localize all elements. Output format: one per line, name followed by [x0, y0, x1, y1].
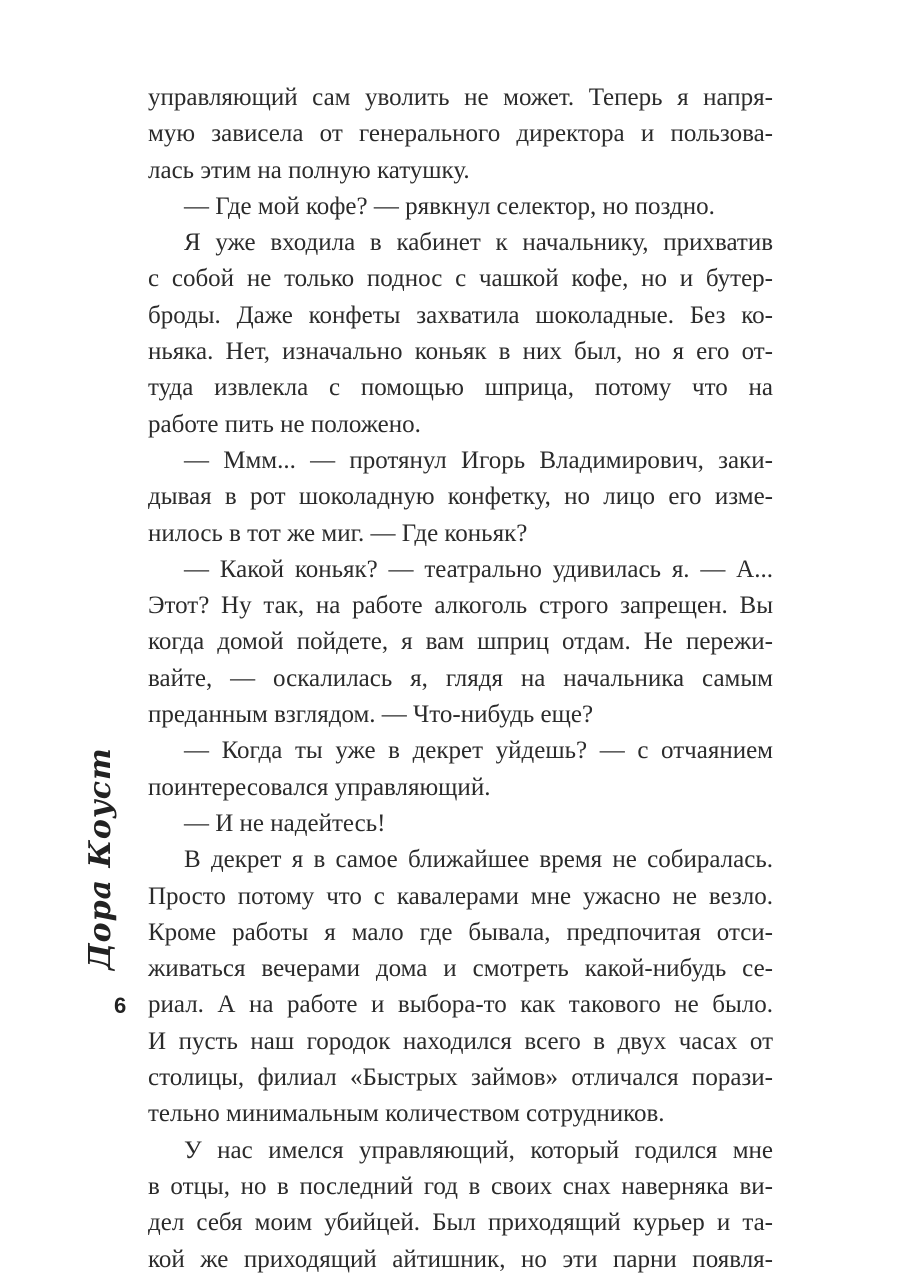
author-running-head: Дора Коуст	[83, 747, 118, 970]
text-line: дел себя моим убийцей. Был приходящий курьер и та-	[148, 1209, 773, 1237]
text-line: нилось в тот же миг. — Где коньяк?	[148, 519, 528, 547]
text-line: тельно минимальным количеством сотрудников.	[148, 1100, 665, 1128]
text-line: В декрет я в самое ближайшее время не собиралась.	[184, 846, 773, 874]
text-line: И пусть наш городок находился всего в двух часах от	[148, 1027, 773, 1055]
text-line: лась этим на полную катушку.	[148, 156, 470, 184]
page-body-text	[148, 80, 773, 1278]
text-line: преданным взглядом. — Что-нибудь еще?	[148, 701, 594, 729]
text-line: работе пить не положено.	[148, 410, 421, 438]
text-line: Кроме работы я мало где бывала, предпочитая отси-	[148, 918, 773, 946]
text-line: живаться вечерами дома и смотреть какой-нибудь се-	[148, 955, 773, 983]
text-line: У нас имелся управляющий, который годился мне	[184, 1136, 773, 1164]
text-line: туда извлекла с помощью шприца, потому что на	[148, 374, 773, 402]
text-line: — И не надейтесь!	[184, 809, 386, 837]
text-line: столицы, филиал «Быстрых займов» отличался порази-	[148, 1064, 773, 1092]
text-line: — Когда ты уже в декрет уйдешь? — с отчаянием	[184, 737, 773, 765]
text-line: — Где мой кофе? — рявкнул селектор, но поздно.	[184, 192, 715, 220]
text-line: управляющий сам уволить не может. Теперь я напря-	[148, 84, 773, 111]
text-line: ньяка. Нет, изначально коньяк в них был, но я его от-	[148, 338, 773, 366]
page-number: 6	[114, 993, 127, 1018]
text-line: риал. А на работе и выбора-то как такового не было.	[148, 991, 773, 1019]
text-line: Этот? Ну так, на работе алкоголь строго запрещен. Вы	[148, 592, 773, 620]
text-line: вайте, — оскалилась я, глядя на начальника самым	[148, 664, 773, 692]
text-line: мую зависела от генерального директора и пользова-	[148, 120, 773, 148]
text-line: — Ммм... — протянул Игорь Владимирович, заки-	[184, 446, 773, 474]
text-line: с собой не только поднос с чашкой кофе, но и бутер-	[148, 265, 773, 293]
text-line: Я уже входила в кабинет к начальнику, прихватив	[184, 229, 773, 257]
text-line: в отцы, но в последний год в своих снах наверняка ви-	[148, 1172, 773, 1200]
text-line: кой же приходящий айтишник, но эти парни появля-	[148, 1245, 773, 1273]
text-line: — Какой коньяк? — театрально удивилась я. — А...	[184, 555, 773, 583]
text-line: броды. Даже конфеты захватила шоколадные. Без ко-	[148, 301, 773, 329]
text-line: поинтересовался управляющий.	[148, 773, 491, 801]
text-line: когда домой пойдете, я вам шприц отдам. Не пережи-	[148, 628, 773, 656]
text-line: Просто потому что с кавалерами мне ужасно не везло.	[148, 882, 773, 910]
text-line: дывая в рот шоколадную конфетку, но лицо его изме-	[148, 483, 773, 511]
